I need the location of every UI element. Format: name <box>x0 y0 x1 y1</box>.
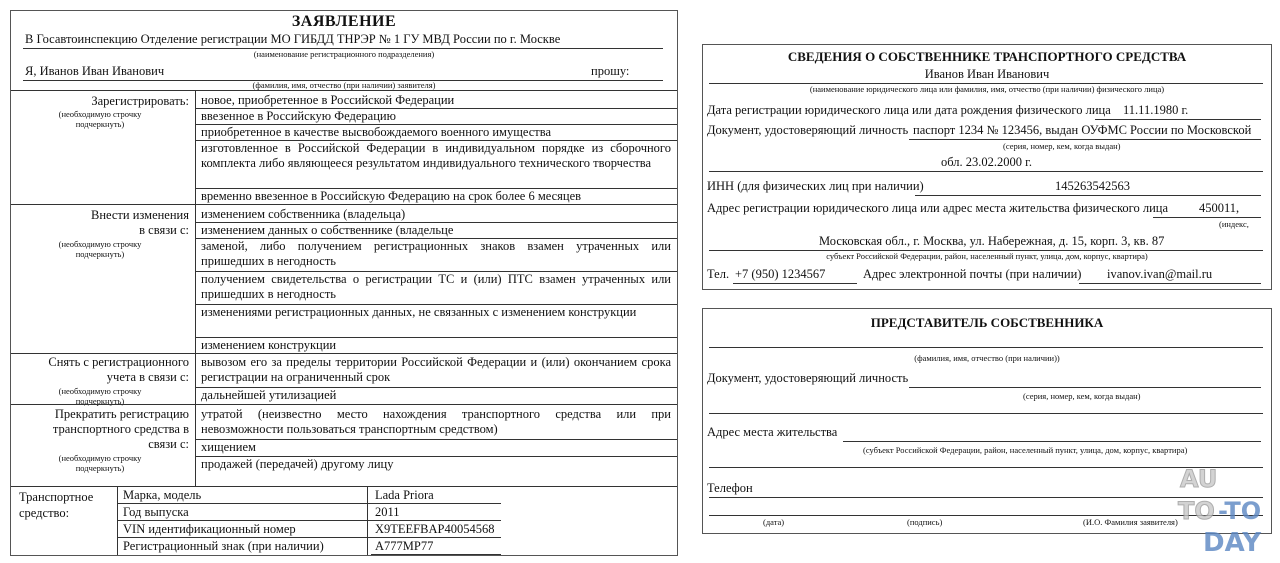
owner-doc-value: паспорт 1234 № 123456, выдан ОУФМС России по Московской <box>913 123 1252 137</box>
owner-postcode-caption: (индекс, <box>1219 219 1249 229</box>
owner-name: Иванов Иван Иванович <box>924 67 1050 81</box>
applicant-caption: (фамилия, имя, отчество (при наличии) заявителя) <box>252 80 436 90</box>
watermark-line-3: DAY <box>1203 528 1262 558</box>
vehicle-value-model: Lada Priora <box>375 488 434 502</box>
owner-dob-label: Дата регистрации юридического лица или дата рождения физического лица <box>707 103 1111 117</box>
section-terminate-hint: (необходимую строчку подчеркнуть) <box>58 453 142 473</box>
owner-email-label: Адрес электронной почты (при наличии) <box>863 267 1082 281</box>
owner-doc-label: Документ, удостоверяющий личность <box>707 123 909 137</box>
register-item-custom: изготовленное в Российской Федерации в индивидуальном порядке из сборочного комплекта либо являющееся результатом индивидуального технического творчества <box>201 141 671 170</box>
representative-address-caption: (субъект Российской Федерации, район, населенный пункт, улица, дом, корпус, квартира) <box>863 445 1188 455</box>
terminate-item-loss: утратой (неизвестно место нахождения транспортного средства или при невозможности пользоваться транспортным средством) <box>201 407 671 436</box>
section-change-label-2: в связи с: <box>139 223 189 237</box>
representative-phone-label: Телефон <box>707 481 753 495</box>
deregister-item-disposal: дальнейшей утилизацией <box>201 388 337 402</box>
owner-address-label: Адрес регистрации юридического лица или адрес места жительства физического лица <box>707 201 1169 215</box>
representative-initials-caption: (И.О. Фамилия заявителя) <box>1083 517 1178 527</box>
vehicle-value-vin: X9TEEFBAP40054568 <box>375 522 495 536</box>
vehicle-label-2: средство: <box>19 506 70 520</box>
owner-postcode-value: 450011, <box>1199 201 1240 215</box>
change-item-registration-data: изменениями регистрационных данных, не связанных с изменением конструкции <box>201 305 637 319</box>
owner-title: СВЕДЕНИЯ О СОБСТВЕННИКЕ ТРАНСПОРТНОГО СРЕДСТВА <box>787 49 1187 64</box>
change-item-construction: изменением конструкции <box>201 338 337 352</box>
section-deregister-label-2: учета в связи с: <box>106 370 189 384</box>
terminate-item-theft: хищением <box>201 440 256 454</box>
owner-doc-caption: (серия, номер, кем, когда выдан) <box>1003 141 1121 151</box>
owner-phone-label: Тел. <box>707 267 730 281</box>
change-item-owner-data: изменением данных о собственнике (владельце <box>201 223 454 237</box>
section-change-hint: (необходимую строчку подчеркнуть) <box>58 239 142 259</box>
addressee-caption: (наименование регистрационного подразделения) <box>253 49 435 59</box>
change-item-owner: изменением собственника (владельца) <box>201 207 406 221</box>
watermark-line-1: AU <box>1180 465 1218 493</box>
terminate-item-sale: продажей (передачей) другому лицу <box>201 457 394 471</box>
section-terminate-label-3: связи с: <box>148 437 189 451</box>
section-register-hint: (необходимую строчку подчеркнуть) <box>58 109 142 129</box>
section-register-label: Зарегистрировать: <box>91 94 189 108</box>
register-item-temporary: временно ввезенное в Российскую Федерацию на срок более 6 месяцев <box>201 189 582 203</box>
vehicle-value-year: 2011 <box>375 505 400 519</box>
watermark-line-2b: -TO <box>1218 497 1262 525</box>
deregister-item-export: вывозом его за пределы территории Российской Федерации и (или) окончанием срока регистрации на ограниченный срок <box>201 355 671 384</box>
vehicle-field-plate: Регистрационный знак (при наличии) <box>123 539 324 553</box>
applicant-name: Я, Иванов Иван Иванович <box>25 64 165 78</box>
owner-inn-value: 145263542563 <box>1055 179 1130 193</box>
representative-signature-caption: (подпись) <box>907 517 943 527</box>
vehicle-field-vin: VIN идентификационный номер <box>123 522 296 536</box>
watermark-line-2a: TO <box>1178 497 1215 525</box>
register-item-military: приобретенное в качестве высвобождаемого военного имущества <box>201 125 551 139</box>
representative-doc-caption: (серия, номер, кем, когда выдан) <box>1023 391 1141 401</box>
representative-name-caption: (фамилия, имя, отчество (при наличии)) <box>914 353 1060 363</box>
section-terminate-label-2: транспортного средства в <box>52 422 189 436</box>
section-deregister-hint: (необходимую строчку подчеркнуть) <box>58 386 142 406</box>
owner-form <box>702 44 1272 290</box>
change-item-certificate: получением свидетельства о регистрации ТС и (или) ПТС взамен утраченных или пришедших в негодность <box>201 272 671 301</box>
section-change-label-1: Внести изменения <box>91 208 189 222</box>
vehicle-field-model: Марка, модель <box>123 488 202 502</box>
representative-title: ПРЕДСТАВИТЕЛЬ СОБСТВЕННИКА <box>870 315 1104 330</box>
owner-dob-value: 11.11.1980 г. <box>1123 103 1189 117</box>
owner-inn-label: ИНН (для физических лиц при наличии) <box>707 179 924 193</box>
vehicle-label-1: Транспортное <box>19 490 94 504</box>
register-item-new: новое, приобретенное в Российской Федерации <box>201 93 455 107</box>
section-deregister-label-1: Снять с регистрационного <box>48 355 189 369</box>
vehicle-field-year: Год выпуска <box>123 505 189 519</box>
applicant-request: прошу: <box>591 64 630 78</box>
representative-address-label: Адрес места жительства <box>707 425 838 439</box>
representative-date-caption: (дата) <box>763 517 785 527</box>
vehicle-value-plate: A777MP77 <box>375 539 434 553</box>
register-item-imported: ввезенное в Российскую Федерацию <box>201 109 396 123</box>
owner-address-value: Московская обл., г. Москва, ул. Набережная, д. 15, корп. 3, кв. 87 <box>819 234 1165 248</box>
addressee-text: В Госавтоинспекцию Отделение регистрации МО ГИБДД ТНРЭР № 1 ГУ МВД России по г. Москве <box>25 32 561 46</box>
owner-address-caption: субъект Российской Федерации, район, населенный пункт, улица, дом, корпус, квартира) <box>826 251 1148 261</box>
owner-doc-value-2: обл. 23.02.2000 г. <box>941 155 1033 169</box>
application-title: ЗАЯВЛЕНИЕ <box>291 13 397 30</box>
owner-name-caption: (наименование юридического лица или фамилия, имя, отчество (при наличии) физического лица) <box>809 84 1165 94</box>
section-terminate-label-1: Прекратить регистрацию <box>54 407 189 421</box>
owner-phone-value: +7 (950) 1234567 <box>735 267 826 281</box>
representative-doc-label: Документ, удостоверяющий личность <box>707 371 909 385</box>
owner-email-value: ivanov.ivan@mail.ru <box>1107 267 1213 281</box>
change-item-plates: заменой, либо получением регистрационных знаков взамен утраченных или пришедших в негодность <box>201 239 671 268</box>
application-form <box>10 10 678 556</box>
